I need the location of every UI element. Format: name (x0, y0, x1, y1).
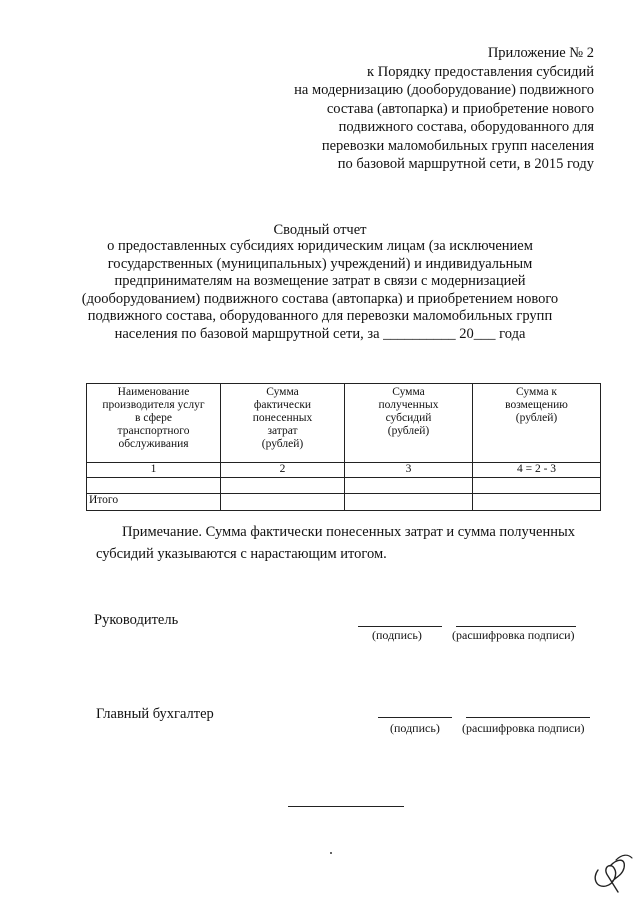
total-label: Итого (87, 494, 221, 511)
column-number: 2 (221, 463, 345, 478)
header-line: Наименование (117, 386, 190, 398)
table-cell[interactable] (345, 494, 473, 511)
table-row (87, 478, 601, 494)
appendix-header (194, 44, 594, 174)
header-line: транспортного (117, 425, 190, 437)
table-header-row (87, 384, 601, 463)
report-table (86, 383, 601, 511)
appendix-line: состава (автопарка) и приобретение нового (326, 100, 594, 117)
director-name-caption: (расшифровка подписи) (452, 628, 575, 642)
accountant-name-line[interactable] (466, 717, 590, 718)
header-line: (рублей) (261, 438, 304, 450)
header-line: Сумма к (515, 386, 558, 398)
subtitle-line: населения по базовой маршрутной сети, за __________ 20___ года (114, 325, 526, 342)
header-line: затрат (267, 425, 298, 437)
director-role: Руководитель (94, 612, 179, 628)
report-subtitle (70, 238, 570, 343)
footer-divider (288, 806, 404, 807)
accountant-signature-caption: (подпись) (390, 721, 440, 735)
header-line: производителя услуг (102, 399, 205, 411)
note-text: Примечание. Сумма фактически понесенных затрат и сумма полученных субсидий указываются с нарастающим итогом. (96, 524, 575, 562)
director-signature-caption: (подпись) (372, 628, 422, 642)
appendix-line: перевозки маломобильных групп населения (321, 137, 594, 154)
header-line: (рублей) (515, 412, 558, 424)
header-line: полученных (378, 399, 439, 411)
header-actual-costs (221, 384, 345, 463)
accountant-role: Главный бухгалтер (96, 706, 214, 722)
appendix-line: к Порядку предоставления субсидий (367, 63, 594, 80)
header-line: в сфере (135, 412, 172, 424)
table-cell[interactable] (87, 478, 221, 494)
column-number: 1 (87, 463, 221, 478)
subtitle-line: (дооборудованием) подвижного состава (автопарка) и приобретением нового (81, 290, 559, 307)
handwritten-initials-icon (588, 848, 636, 898)
table-cell[interactable] (473, 478, 601, 494)
director-name-line[interactable] (456, 626, 576, 627)
table-cell[interactable] (345, 478, 473, 494)
header-provider-name (87, 384, 221, 463)
header-reimbursement (473, 384, 601, 463)
report-title: Сводный отчет (273, 222, 367, 238)
appendix-line: на модернизацию (дооборудование) подвижного (294, 82, 594, 98)
table-cell[interactable] (473, 494, 601, 511)
page-dot (330, 852, 332, 854)
appendix-line: подвижного состава, оборудованного для (338, 119, 594, 135)
director-signature-line[interactable] (358, 626, 442, 627)
subtitle-line: подвижного состава, оборудованного для перевозки маломобильных групп (87, 308, 553, 324)
header-line: понесенных (252, 412, 313, 424)
table-cell[interactable] (221, 478, 345, 494)
subtitle-line: о предоставленных субсидиях юридическим лицам (за исключением (107, 238, 533, 254)
table-total-row (87, 494, 601, 511)
table-cell[interactable] (221, 494, 345, 511)
column-number: 3 (345, 463, 473, 478)
header-line: фактически (253, 399, 312, 411)
header-line: субсидий (385, 412, 432, 424)
header-line: обслуживания (118, 438, 189, 450)
accountant-name-caption: (расшифровка подписи) (462, 721, 585, 735)
header-line: Сумма (266, 386, 299, 398)
subtitle-line: предпринимателям на возмещение затрат в связи с модернизацией (114, 273, 526, 289)
subtitle-line: государственных (муниципальных) учреждений) и индивидуальным (107, 255, 533, 272)
accountant-signature-line[interactable] (378, 717, 452, 718)
appendix-line: по базовой маршрутной сети, в 2015 году (337, 156, 594, 172)
table-number-row (87, 463, 601, 478)
header-received-subsidies (345, 384, 473, 463)
header-line: возмещению (505, 399, 568, 411)
header-line: Сумма (392, 386, 425, 398)
column-number: 4 = 2 - 3 (473, 463, 601, 478)
header-line: (рублей) (387, 425, 430, 437)
appendix-line: Приложение № 2 (487, 45, 594, 61)
